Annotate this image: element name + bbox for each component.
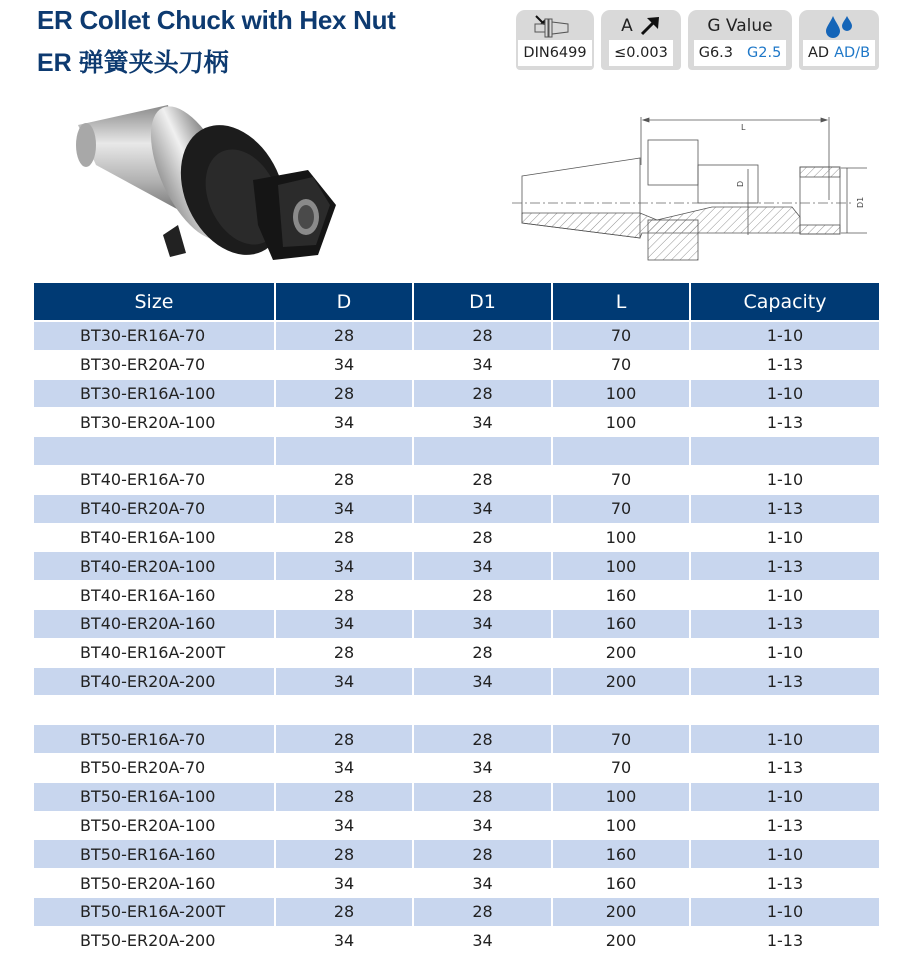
cell-d1: 34 — [413, 494, 552, 523]
column-header-d1: D1 — [413, 283, 552, 321]
cell-l: 70 — [552, 350, 690, 379]
cell-d: 28 — [275, 725, 413, 754]
cell-size — [34, 696, 275, 725]
cell-d: 28 — [275, 523, 413, 552]
table-row — [34, 609, 879, 638]
cell-d: 28 — [275, 581, 413, 610]
cell-d: 34 — [275, 869, 413, 898]
drawing-label-l: L — [741, 123, 746, 132]
column-header-l: L — [552, 283, 690, 321]
cell-l: 200 — [552, 926, 690, 955]
cell-d1: 34 — [413, 667, 552, 696]
cell-d — [275, 437, 413, 466]
cell-capacity: 1-10 — [690, 523, 879, 552]
cell-d: 28 — [275, 638, 413, 667]
cell-size: BT30-ER20A-100 — [34, 408, 275, 437]
cell-size: BT50-ER20A-200 — [34, 926, 275, 955]
cell-l: 100 — [552, 811, 690, 840]
cell-l: 70 — [552, 465, 690, 494]
spec-badges — [516, 10, 879, 70]
cell-capacity: 1-13 — [690, 408, 879, 437]
cell-d1: 34 — [413, 869, 552, 898]
cell-d: 34 — [275, 552, 413, 581]
cell-capacity: 1-13 — [690, 869, 879, 898]
cell-size: BT40-ER20A-70 — [34, 494, 275, 523]
cell-size: BT50-ER16A-100 — [34, 782, 275, 811]
cell-d1: 34 — [413, 552, 552, 581]
coolant-ad: AD — [808, 45, 830, 61]
cell-l: 70 — [552, 494, 690, 523]
cell-capacity: 1-10 — [690, 379, 879, 408]
cell-capacity: 1-13 — [690, 494, 879, 523]
balance-g63: G6.3 — [698, 45, 733, 61]
cell-d: 34 — [275, 350, 413, 379]
cell-capacity: 1-10 — [690, 581, 879, 610]
standard-value: DIN6499 — [518, 40, 591, 66]
cell-d: 34 — [275, 811, 413, 840]
column-header-size: Size — [34, 283, 275, 321]
cell-d: 28 — [275, 465, 413, 494]
cell-d: 34 — [275, 926, 413, 955]
drawing-label-d1: D1 — [856, 196, 865, 208]
cell-capacity: 1-13 — [690, 926, 879, 955]
cell-size: BT40-ER20A-160 — [34, 609, 275, 638]
cell-capacity: 1-10 — [690, 638, 879, 667]
drawing-label-d: D — [736, 180, 745, 187]
cell-d1: 34 — [413, 408, 552, 437]
cell-d1: 34 — [413, 609, 552, 638]
cell-size: BT50-ER20A-70 — [34, 753, 275, 782]
balance-label: G Value — [707, 16, 773, 36]
balance-values — [694, 40, 787, 66]
cell-l: 100 — [552, 379, 690, 408]
cell-capacity: 1-10 — [690, 465, 879, 494]
cell-l — [552, 696, 690, 725]
cell-capacity: 1-10 — [690, 840, 879, 869]
cell-capacity: 1-13 — [690, 753, 879, 782]
cell-capacity: 1-10 — [690, 897, 879, 926]
cell-d1: 28 — [413, 638, 552, 667]
table-row — [34, 552, 879, 581]
cell-d1 — [413, 696, 552, 725]
cell-capacity: 1-13 — [690, 350, 879, 379]
page-title: ER Collet Chuck with Hex Nut — [37, 5, 396, 35]
cell-d1: 28 — [413, 725, 552, 754]
table-row — [34, 897, 879, 926]
table-row — [34, 811, 879, 840]
cell-capacity: 1-13 — [690, 811, 879, 840]
table-row — [34, 840, 879, 869]
cell-d: 34 — [275, 753, 413, 782]
cell-size: BT40-ER16A-70 — [34, 465, 275, 494]
cell-l: 160 — [552, 869, 690, 898]
cell-capacity — [690, 696, 879, 725]
balance-g25: G2.5 — [747, 45, 782, 61]
table-row — [34, 638, 879, 667]
cell-d1: 28 — [413, 581, 552, 610]
technical-drawing — [512, 105, 892, 265]
cell-l: 70 — [552, 725, 690, 754]
table-row — [34, 782, 879, 811]
cell-l: 160 — [552, 581, 690, 610]
table-row — [34, 494, 879, 523]
cell-d1 — [413, 437, 552, 466]
cell-d1: 34 — [413, 350, 552, 379]
cell-d1: 28 — [413, 379, 552, 408]
cell-l: 100 — [552, 408, 690, 437]
cell-l: 100 — [552, 523, 690, 552]
cell-d: 28 — [275, 321, 413, 350]
cell-l: 70 — [552, 321, 690, 350]
cell-size: BT50-ER16A-200T — [34, 897, 275, 926]
cell-d1: 28 — [413, 897, 552, 926]
cell-capacity: 1-13 — [690, 609, 879, 638]
cell-capacity: 1-10 — [690, 321, 879, 350]
cell-capacity: 1-13 — [690, 667, 879, 696]
cell-size: BT40-ER16A-160 — [34, 581, 275, 610]
cell-l: 200 — [552, 897, 690, 926]
balance-badge — [688, 10, 792, 70]
coolant-drops-icon — [822, 14, 856, 38]
cell-l: 70 — [552, 753, 690, 782]
cell-capacity: 1-10 — [690, 782, 879, 811]
runout-label: A — [621, 16, 633, 36]
column-header-d: D — [275, 283, 413, 321]
cell-l: 160 — [552, 840, 690, 869]
cell-l: 200 — [552, 667, 690, 696]
spec-table — [34, 283, 879, 956]
cell-d1: 34 — [413, 753, 552, 782]
cell-d: 34 — [275, 494, 413, 523]
cell-d: 34 — [275, 609, 413, 638]
cell-d: 34 — [275, 408, 413, 437]
table-row — [34, 408, 879, 437]
cell-d — [275, 696, 413, 725]
table-row — [34, 321, 879, 350]
cell-size: BT50-ER20A-160 — [34, 869, 275, 898]
cell-capacity: 1-10 — [690, 725, 879, 754]
table-row — [34, 725, 879, 754]
table-row — [34, 523, 879, 552]
coolant-values — [803, 40, 875, 66]
table-row — [34, 465, 879, 494]
cell-d: 34 — [275, 667, 413, 696]
cell-l — [552, 437, 690, 466]
coolant-badge — [799, 10, 879, 70]
table-spacer-row — [34, 437, 879, 466]
cell-l: 100 — [552, 552, 690, 581]
table-row — [34, 753, 879, 782]
runout-arrow-icon — [639, 16, 661, 36]
cell-size — [34, 437, 275, 466]
cell-d: 28 — [275, 782, 413, 811]
cell-d1: 28 — [413, 523, 552, 552]
cell-d1: 28 — [413, 465, 552, 494]
product-photo — [68, 85, 348, 275]
cell-l: 100 — [552, 782, 690, 811]
cell-size: BT40-ER20A-200 — [34, 667, 275, 696]
cell-size: BT30-ER20A-70 — [34, 350, 275, 379]
table-row — [34, 869, 879, 898]
table-spacer-row — [34, 696, 879, 725]
cell-size: BT40-ER16A-100 — [34, 523, 275, 552]
standard-badge — [516, 10, 594, 70]
holder-standard-icon — [530, 14, 580, 38]
cell-d: 28 — [275, 840, 413, 869]
cell-d1: 34 — [413, 811, 552, 840]
cell-d: 28 — [275, 379, 413, 408]
cell-l: 200 — [552, 638, 690, 667]
cell-size: BT40-ER16A-200T — [34, 638, 275, 667]
table-row — [34, 379, 879, 408]
cell-size: BT30-ER16A-70 — [34, 321, 275, 350]
cell-size: BT40-ER20A-100 — [34, 552, 275, 581]
table-header — [34, 283, 879, 321]
cell-d1: 28 — [413, 782, 552, 811]
cell-capacity: 1-13 — [690, 552, 879, 581]
column-header-capacity: Capacity — [690, 283, 879, 321]
cell-size: BT50-ER16A-160 — [34, 840, 275, 869]
cell-l: 160 — [552, 609, 690, 638]
runout-value: ≤0.003 — [609, 40, 673, 66]
coolant-adb: AD/B — [834, 45, 871, 61]
cell-size: BT50-ER16A-70 — [34, 725, 275, 754]
cell-d1: 34 — [413, 926, 552, 955]
cell-d: 28 — [275, 897, 413, 926]
table-row — [34, 667, 879, 696]
page-subtitle-chinese: ER 弹簧夹头刀柄 — [37, 49, 229, 77]
cell-size: BT50-ER20A-100 — [34, 811, 275, 840]
runout-badge — [601, 10, 681, 70]
cell-size: BT30-ER16A-100 — [34, 379, 275, 408]
cell-d1: 28 — [413, 840, 552, 869]
table-row — [34, 350, 879, 379]
table-row — [34, 581, 879, 610]
cell-d1: 28 — [413, 321, 552, 350]
cell-capacity — [690, 437, 879, 466]
